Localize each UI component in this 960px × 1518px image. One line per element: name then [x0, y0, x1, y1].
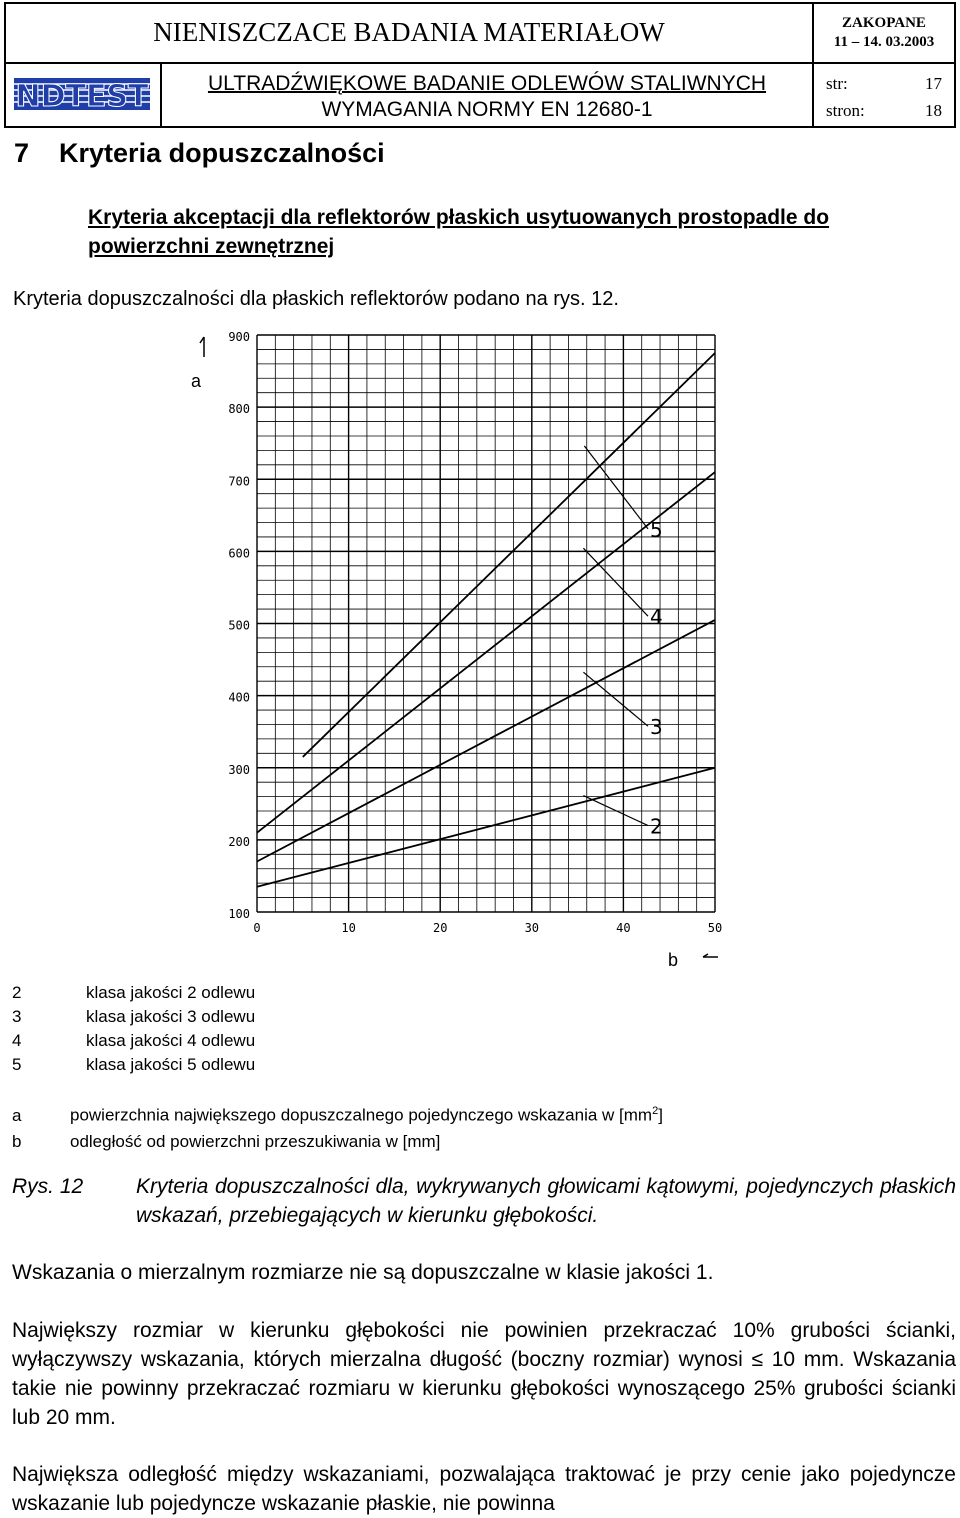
x-axis-label: b: [667, 950, 679, 970]
series-label-2: 2: [650, 814, 663, 839]
series-line-5: [303, 353, 715, 757]
intro-text: Kryteria dopuszczalności dla płaskich reflektorów podano na rys. 12.: [13, 288, 619, 310]
paragraph: Największa odległość między wskazaniami, pozwalająca traktować je przy cenie jako pojedyncze wskazanie lub pojedyncze wskazanie płaskie, nie powinna: [12, 1463, 956, 1515]
x-tick-label: 10: [341, 921, 356, 935]
y-tick-label: 300: [228, 762, 250, 777]
axes-legend-tail: ]: [658, 1105, 663, 1125]
x-tick-label: 40: [616, 921, 631, 935]
axes-legend-item: [12, 1098, 663, 1129]
y-tick-label: 800: [228, 402, 250, 417]
paragraph: Wskazania o mierzalnym rozmiarze nie są dopuszczalne w klasie jakości 1.: [12, 1261, 714, 1284]
section-title: Kryteria dopuszczalności: [59, 138, 385, 168]
caption-text: Kryteria dopuszczalności dla, wykrywanych głowicami kątowymi, pojedynczych płaskich wskazań, przebiegających w kierunku głębokości.: [136, 1175, 956, 1227]
y-tick-label: 600: [228, 546, 250, 561]
series-label-4: 4: [650, 605, 663, 630]
x-tick-label: 50: [707, 921, 723, 935]
legend-item: [12, 1005, 255, 1029]
y-tick-label: 900: [228, 330, 250, 344]
axes-legend-key: b: [12, 1131, 22, 1151]
series-label-5: 5: [650, 517, 663, 542]
header-subtitle-line2: WYMAGANIA NORMY EN 12680-1: [321, 98, 653, 121]
header-place: ZAKOPANE: [842, 15, 926, 31]
pages-label: stron:: [826, 101, 865, 120]
x-tick-label: 20: [432, 921, 448, 935]
axes-legend-text: powierzchnia największego dopuszczalnego pojedynczego wskazania w [mm: [70, 1105, 653, 1125]
legend-key: 2: [12, 983, 22, 1002]
legend-text: klasa jakości 3 odlewu: [86, 1007, 256, 1026]
series-label-3: 3: [650, 715, 663, 740]
header-dates: 11 – 14. 03.2003: [833, 34, 935, 50]
legend-item: [12, 981, 255, 1005]
chart-ticks: [228, 330, 722, 935]
class-legend: [12, 981, 255, 1077]
legend-key: 5: [12, 1055, 22, 1074]
page-label: str:: [826, 74, 848, 93]
legend-key: 3: [12, 1007, 22, 1026]
legend-text: klasa jakości 4 odlewu: [86, 1031, 256, 1050]
axes-legend-key: a: [12, 1105, 22, 1125]
series-leader-5: [584, 446, 648, 529]
header-subtitle-line1: ULTRADŹWIĘKOWE BADANIE ODLEWÓW STALIWNYCH: [207, 72, 767, 95]
axes-legend: [12, 1098, 663, 1155]
y-tick-label: 400: [228, 690, 250, 705]
legend-item: [12, 1053, 255, 1077]
header-title: NIENISZCZACE BADANIA MATERIAŁOW: [6, 4, 814, 64]
logo-text: NDTEST: [15, 79, 149, 114]
series-leader-2: [583, 796, 648, 826]
chart-series: [257, 353, 715, 887]
axes-legend-item: [12, 1129, 663, 1155]
axes-legend-sup: 2: [652, 1105, 659, 1117]
series-leader-4: [583, 548, 648, 616]
y-tick-label: 700: [228, 474, 250, 489]
caption-number: Rys. 12: [12, 1175, 84, 1198]
axes-legend-text: odległość od powierzchni przeszukiwania w [mm]: [70, 1131, 441, 1151]
y-axis-label: a: [190, 371, 202, 391]
legend-key: 4: [12, 1031, 22, 1050]
x-tick-label: 0: [253, 921, 261, 935]
y-tick-label: 100: [228, 907, 250, 921]
x-tick-label: 30: [524, 921, 540, 935]
section-subheading: Kryteria akceptacji dla reflektorów płaskich usytuowanych prostopadle do powierzchni zewnętrznej: [88, 206, 830, 258]
chart-axis-labels: [191, 337, 718, 970]
section-number: 7: [14, 138, 30, 168]
legend-item: [12, 1029, 255, 1053]
y-tick-label: 200: [228, 834, 250, 849]
legend-text: klasa jakości 2 odlewu: [86, 983, 256, 1002]
y-tick-label: 500: [228, 618, 250, 633]
pages-total: 18: [925, 101, 942, 120]
legend-text: klasa jakości 5 odlewu: [86, 1055, 256, 1074]
paragraph: Największy rozmiar w kierunku głębokości nie powinien przekraczać 10% grubości ścianki, wyłączywszy wskazania, których mierzalna długość (boczny rozmiar) wynosi ≤ 10 mm. Wskazania takie nie powinny przekraczać rozmiaru w kierunku głębokości wynoszącego 25% grubości ścianki lub 20 mm.: [12, 1319, 956, 1429]
series-leader-3: [583, 672, 648, 726]
page-number: 17: [925, 74, 942, 93]
